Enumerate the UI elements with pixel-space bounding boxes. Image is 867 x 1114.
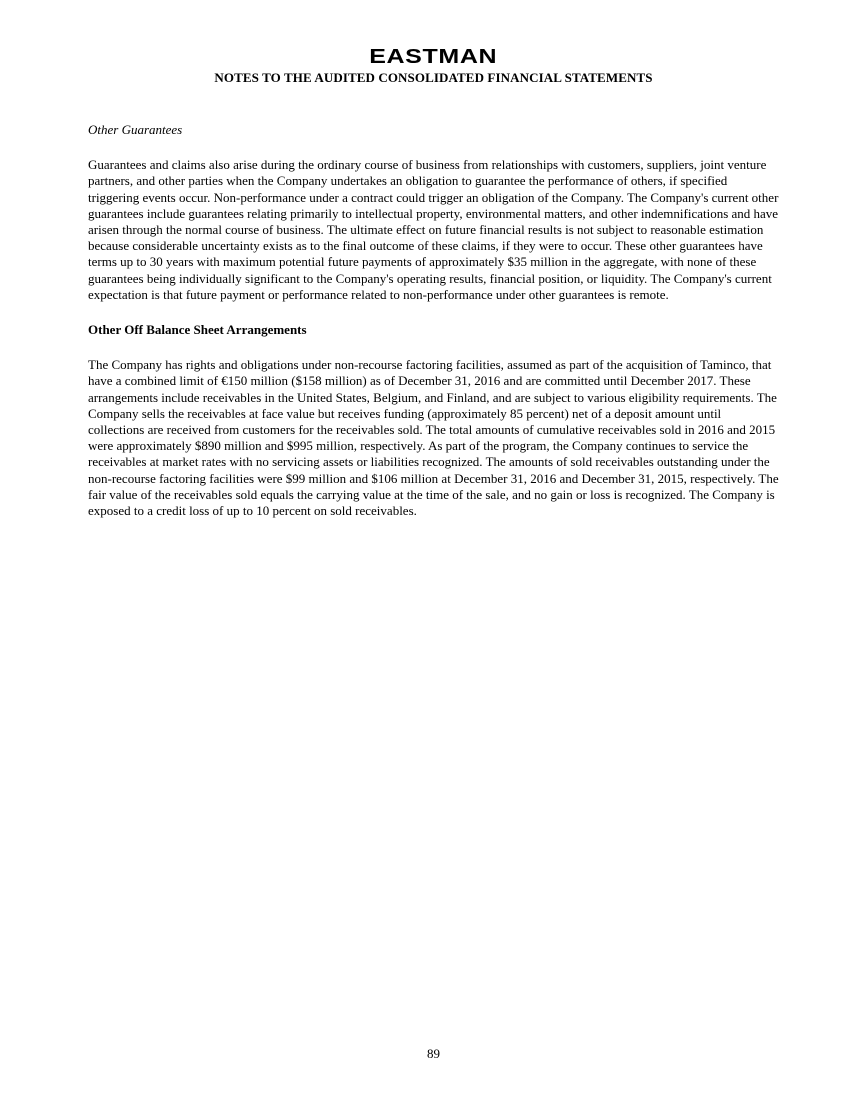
section-heading-off-balance-sheet: Other Off Balance Sheet Arrangements	[88, 322, 307, 338]
document-title: NOTES TO THE AUDITED CONSOLIDATED FINANCIAL STATEMENTS	[214, 70, 653, 85]
page-content	[88, 122, 780, 538]
section-heading-other-guarantees: Other Guarantees	[88, 122, 183, 137]
paragraph-other-guarantees: Guarantees and claims also arise during the ordinary course of business from relationships with customers, suppliers, joint venture partners, and other parties when the Company undertakes an obligation to guarantee the performance of others, if specified triggering events occur. Non-performance under a contract could trigger an obligation of the Company. The Company's current other guarantees include guarantees relating primarily to intellectual property, environmental matters, and other indemnifications and have arisen through the normal course of business. The ultimate effect on future financial results is not subject to reasonable estimation because considerable uncertainty exists as to the final outcome of these claims, if they were to occur. These other guarantees have terms up to 30 years with maximum potential future payments of approximately $35 million in the aggregate, with none of these guarantees being individually significant to the Company's operating results, financial position, or liquidity. The Company's current expectation is that future payment or performance related to non-performance under other guarantees is remote.	[88, 157, 779, 302]
page-header	[0, 46, 867, 86]
page-number: 89	[427, 1046, 440, 1061]
paragraph-off-balance-sheet: The Company has rights and obligations under non-recourse factoring facilities, assumed as part of the acquisition of Taminco, that have a combined limit of €150 million ($158 million) as of December 31, 2016 and are committed until December 2017. These arrangements include receivables in the United States, Belgium, and Finland, and are subject to various eligibility requirements. The Company sells the receivables at face value but receives funding (approximately 85 percent) net of a deposit amount until collections are received from customers for the receivables sold. The total amounts of cumulative receivables sold in 2016 and 2015 were approximately $890 million and $995 million, respectively. As part of the program, the Company continues to service the receivables at market rates with no servicing assets or liabilities recognized. The amounts of sold receivables outstanding under the non-recourse factoring facilities were $99 million and $106 million at December 31, 2016 and December 31, 2015, respectively. The fair value of the receivables sold equals the carrying value at the time of the sale, and no gain or loss is recognized. The Company is exposed to a credit loss of up to 10 percent on sold receivables.	[88, 357, 779, 519]
company-logo: EASTMAN	[369, 46, 498, 68]
